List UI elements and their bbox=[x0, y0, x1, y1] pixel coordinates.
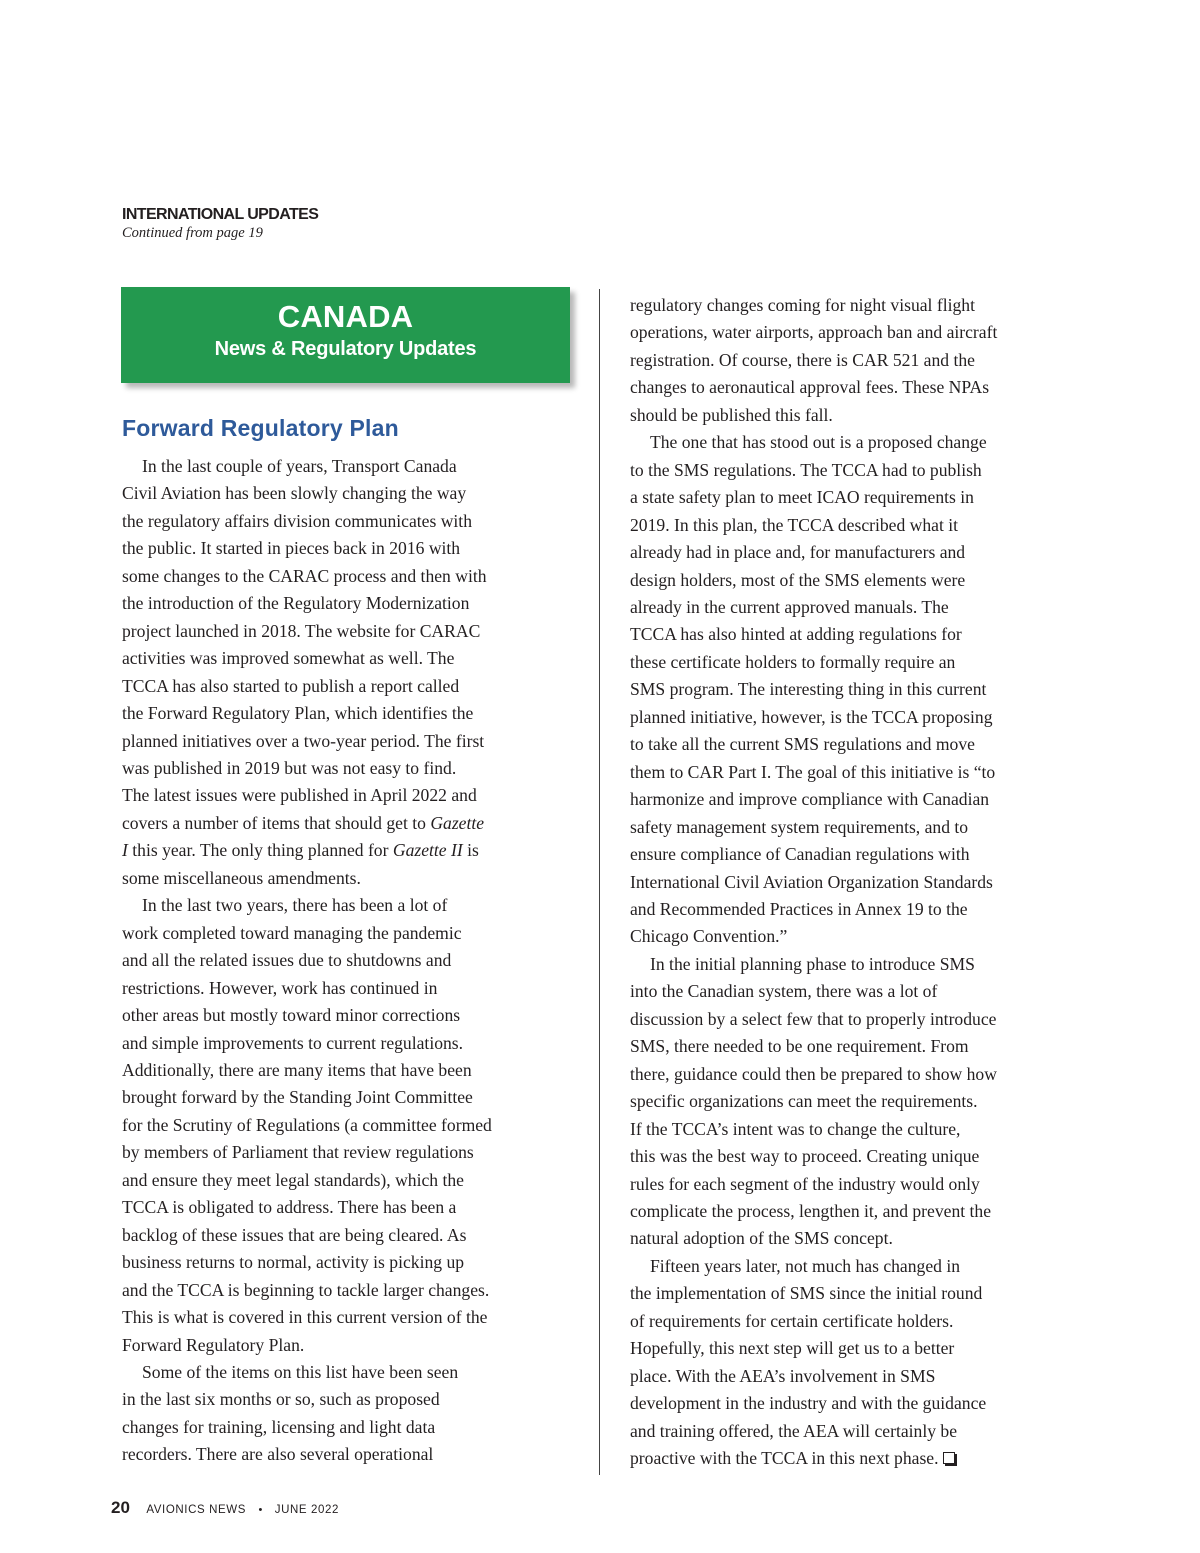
gazette-italic: I bbox=[122, 840, 128, 861]
text-line: some changes to the CARAC process and then with bbox=[122, 565, 487, 586]
text-line: a state safety plan to meet ICAO requirements in bbox=[630, 487, 974, 508]
text-line: 2019. In this plan, the TCCA described what it bbox=[630, 514, 959, 535]
text-line: them to CAR Part I. The goal of this initiative is “to bbox=[630, 761, 996, 782]
text-line: and ensure they meet legal standards), which the bbox=[122, 1169, 464, 1190]
section-header bbox=[122, 205, 318, 242]
article-column-2 bbox=[630, 292, 1082, 1472]
text-line: was published in 2019 but was not easy to find. bbox=[122, 757, 457, 778]
text-line: work completed toward managing the pandemic bbox=[122, 922, 462, 943]
text-line: other areas but mostly toward minor corrections bbox=[122, 1005, 461, 1026]
continued-note: Continued from page 19 bbox=[122, 225, 263, 241]
text-line: by members of Parliament that review regulations bbox=[122, 1142, 474, 1163]
canada-banner bbox=[121, 287, 570, 383]
text-line: of requirements for certain certificate holders. bbox=[630, 1310, 954, 1331]
text-line: operations, water airports, approach ban and aircraft bbox=[630, 322, 998, 343]
text-line bbox=[122, 840, 479, 860]
text-line: the implementation of SMS since the initial round bbox=[630, 1283, 983, 1304]
text-line: restrictions. However, work has continued in bbox=[122, 977, 438, 998]
text-line: Additionally, there are many items that have been bbox=[122, 1059, 472, 1080]
text-line: Civil Aviation has been slowly changing the way bbox=[122, 483, 467, 504]
paragraph-2 bbox=[122, 892, 572, 1359]
text-line: International Civil Aviation Organization Standards bbox=[630, 871, 993, 892]
text-line: rules for each segment of the industry would only bbox=[630, 1173, 980, 1194]
paragraph-3 bbox=[122, 1359, 572, 1469]
text-line: TCCA has also started to publish a report called bbox=[122, 675, 460, 696]
text-segment: proactive with the TCCA in this next phase. bbox=[630, 1448, 939, 1469]
gazette-italic: Gazette bbox=[430, 812, 485, 833]
text-line: Hopefully, this next step will get us to a better bbox=[630, 1338, 955, 1359]
text-line: into the Canadian system, there was a lot of bbox=[630, 981, 938, 1002]
banner-title: CANADA bbox=[277, 299, 414, 334]
text-line: in the last six months or so, such as proposed bbox=[122, 1389, 440, 1410]
text-line: This is what is covered in this current version of the bbox=[122, 1307, 488, 1328]
text-segment: covers a number of items that should get to bbox=[122, 812, 431, 833]
text-line: TCCA has also hinted at adding regulations for bbox=[630, 624, 962, 645]
text-line: and simple improvements to current regulations. bbox=[122, 1032, 464, 1053]
text-line: registration. Of course, there is CAR 521 and the bbox=[630, 349, 975, 370]
text-line: should be published this fall. bbox=[630, 404, 833, 425]
text-line: project launched in 2018. The website for CARAC bbox=[122, 620, 481, 641]
paragraph-5 bbox=[630, 951, 1082, 1253]
text-line: Chicago Convention.” bbox=[630, 926, 788, 947]
text-line: activities was improved somewhat as well. The bbox=[122, 648, 455, 669]
text-line: changes to aeronautical approval fees. These NPAs bbox=[630, 377, 990, 398]
text-line: regulatory changes coming for night visual flight bbox=[630, 295, 975, 315]
paragraph-3-cont bbox=[630, 292, 1082, 429]
text-line: for the Scrutiny of Regulations (a committee formed bbox=[122, 1114, 492, 1135]
text-line: The one that has stood out is a proposed change bbox=[650, 432, 987, 453]
text-line: there, guidance could then be prepared to show how bbox=[630, 1063, 997, 1084]
text-line: already in the current approved manuals. The bbox=[630, 596, 949, 617]
gazette-italic: Gazette II bbox=[392, 840, 463, 861]
paragraph-6 bbox=[630, 1253, 1082, 1473]
banner-subtitle: News & Regulatory Updates bbox=[214, 338, 477, 360]
text-line bbox=[630, 1448, 955, 1468]
text-line: the public. It started in pieces back in 2016 with bbox=[122, 538, 461, 559]
text-line: If the TCCA’s intent was to change the culture, bbox=[630, 1118, 961, 1139]
text-line: SMS program. The interesting thing in this current bbox=[630, 679, 987, 700]
text-line: ensure compliance of Canadian regulations with bbox=[630, 844, 970, 865]
text-line: and the TCCA is beginning to tackle larger changes. bbox=[122, 1279, 490, 1300]
text-line: already had in place and, for manufacturers and bbox=[630, 542, 966, 563]
text-line: specific organizations can meet the requirements. bbox=[630, 1091, 978, 1112]
text-line: the introduction of the Regulatory Modernization bbox=[122, 593, 470, 614]
section-title: INTERNATIONAL UPDATES bbox=[122, 206, 319, 223]
text-line: TCCA is obligated to address. There has been a bbox=[122, 1197, 457, 1218]
publication-name: AVIONICS NEWS bbox=[146, 1504, 246, 1516]
text-line: the regulatory affairs division communicates with bbox=[122, 510, 472, 531]
text-line bbox=[122, 813, 484, 833]
text-line: to the SMS regulations. The TCCA had to publish bbox=[630, 459, 982, 480]
text-line: harmonize and improve compliance with Canadian bbox=[630, 789, 990, 810]
text-line: recorders. There are also several operational bbox=[122, 1444, 434, 1465]
text-line: and Recommended Practices in Annex 19 to the bbox=[630, 898, 968, 919]
text-line: business returns to normal, activity is picking up bbox=[122, 1252, 465, 1273]
text-line: this was the best way to proceed. Creating unique bbox=[630, 1146, 980, 1167]
text-line: these certificate holders to formally require an bbox=[630, 651, 956, 672]
page-number: 20 bbox=[111, 1498, 130, 1517]
text-segment: is bbox=[462, 840, 479, 861]
text-segment: this year. The only thing planned for bbox=[127, 840, 393, 861]
text-line: planned initiative, however, is the TCCA proposing bbox=[630, 706, 993, 727]
text-line: backlog of these issues that are being cleared. As bbox=[122, 1224, 467, 1245]
paragraph-1 bbox=[122, 453, 572, 892]
text-line: some miscellaneous amendments. bbox=[122, 867, 361, 888]
text-line: In the initial planning phase to introduce SMS bbox=[650, 953, 975, 974]
issue-date: JUNE 2022 bbox=[274, 1504, 339, 1516]
text-line: Forward Regulatory Plan. bbox=[122, 1334, 305, 1355]
text-line: The latest issues were published in April 2022 and bbox=[122, 785, 477, 806]
text-line: safety management system requirements, and to bbox=[630, 816, 969, 837]
paragraph-4 bbox=[630, 429, 1082, 951]
text-line: In the last two years, there has been a lot of bbox=[142, 895, 448, 916]
article-column-1 bbox=[122, 453, 572, 1469]
text-line: complicate the process, lengthen it, and prevent the bbox=[630, 1200, 992, 1221]
text-line: Fifteen years later, not much has changed in bbox=[650, 1255, 961, 1276]
page-footer bbox=[111, 1498, 339, 1518]
text-line: place. With the AEA’s involvement in SMS bbox=[630, 1365, 936, 1386]
text-line: Some of the items on this list have been seen bbox=[142, 1361, 459, 1382]
column-divider bbox=[599, 289, 600, 1475]
checkbox-icon bbox=[943, 1452, 955, 1464]
text-line: and all the related issues due to shutdowns and bbox=[122, 950, 452, 971]
text-line: In the last couple of years, Transport Canada bbox=[142, 456, 457, 476]
text-line: discussion by a select few that to properly introduce bbox=[630, 1008, 997, 1029]
text-line: development in the industry and with the guidance bbox=[630, 1393, 987, 1414]
text-line: SMS, there needed to be one requirement. From bbox=[630, 1036, 969, 1057]
text-line: and training offered, the AEA will certainly be bbox=[630, 1420, 958, 1441]
article-title: Forward Regulatory Plan bbox=[122, 415, 399, 441]
text-line: design holders, most of the SMS elements were bbox=[630, 569, 966, 590]
text-line: the Forward Regulatory Plan, which identifies the bbox=[122, 703, 474, 724]
text-line: planned initiatives over a two-year period. The first bbox=[122, 730, 485, 751]
text-line: changes for training, licensing and light data bbox=[122, 1416, 436, 1437]
text-line: natural adoption of the SMS concept. bbox=[630, 1228, 893, 1249]
text-line: brought forward by the Standing Joint Committee bbox=[122, 1087, 473, 1108]
footer-bullet: • bbox=[258, 1504, 263, 1516]
text-line: to take all the current SMS regulations and move bbox=[630, 734, 975, 755]
